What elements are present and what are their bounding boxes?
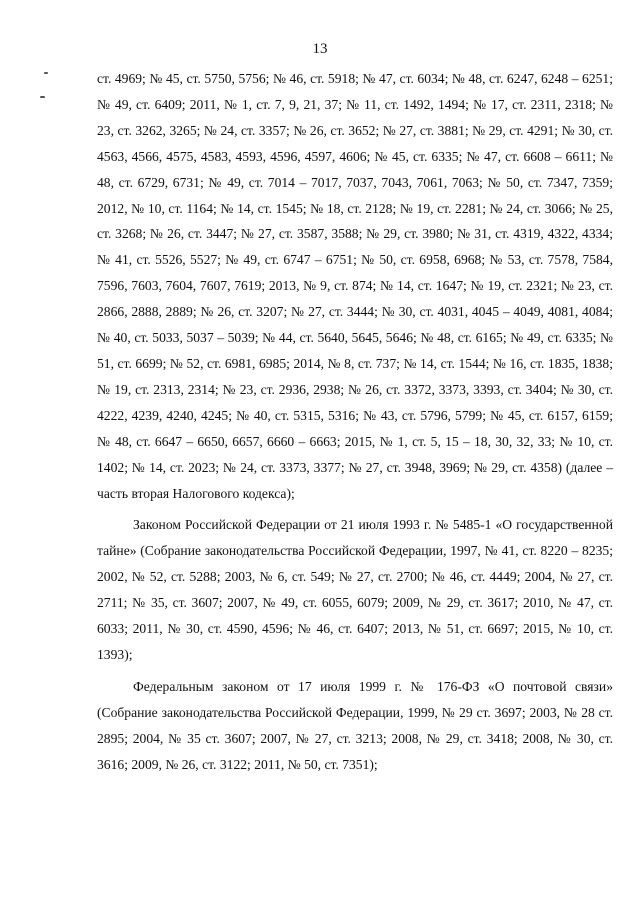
paragraph-state-secret-law: Законом Российской Федерации от 21 июля 1993 г. № 5485-1 «О государственной тайне» (Собрание законодательства Российской Федерации, 1997, № 41, ст. 8220 – 8235; 2002, № 52, ст. 5288; 2003, № 6, ст. 549; № 27, ст. 2700; № 46, ст. 4449; 2004, № 27, ст. 2711; № 35, ст. 3607; 2007, № 49, ст. 6055, 6079; 2009, № 29, ст. 3617; 2010, № 47, ст. 6033; 2011, № 30, ст. 4590, 4596; № 46, ст. 6407; 2013, № 51, ст. 6697; 2015, № 10, ст. 1393); <box>97 517 613 662</box>
scan-mark <box>40 96 45 98</box>
paragraph-continuation: ст. 4969; № 45, ст. 5750, 5756; № 46, ст. 5918; № 47, ст. 6034; № 48, ст. 6247, 6248 – 6251; № 49, ст. 6409; 2011, № 1, ст. 7, 9, 21, 37; № 11, ст. 1492, 1494; № 17, ст. 2311, 2318; № 23, ст. 3262, 3265; № 24, ст. 3357; № 26, ст. 3652; № 27, ст. 3881; № 29, ст. 4291; № 30, ст. 4563, 4566, 4575, 4583, 4593, 4596, 4597, 4606; № 45, ст. 6335; № 47, ст. 6608 – 6611; № 48, ст. 6729, 6731; № 49, ст. 7014 – 7017, 7037, 7043, 7061, 7063; № 50, ст. 7347, 7359; 2012, № 10, ст. 1164; № 14, ст. 1545; № 18, ст. 2128; № 19, ст. 2281; № 24, ст. 3066; № 25, ст. 3268; № 26, ст. 3447; № 27, ст. 3587, 3588; № 29, ст. 3980; № 31, ст. 4319, 4322, 4334; № 41, ст. 5526, 5527; № 49, ст. 6747 – 6751; № 50, ст. 6958, 6968; № 53, ст. 7578, 7584, 7596, 7603, 7604, 7607, 7619; 2013, № 9, ст. 874; № 14, ст. 1647; № 19, ст. 2321; № 23, ст. 2866, 2888, 2889; № 26, ст. 3207; № 27, ст. 3444; № 30, ст. 4031, 4045 – 4049, 4081, 4084; № 40, ст. 5033, 5037 – 5039; № 44, ст. 5640, 5645, 5646; № 48, ст. 6165; № 49, ст. 6335; № 51, ст. 6699; № 52, ст. 6981, 6985; 2014, № 8, ст. 737; № 14, ст. 1544; № 16, ст. 1835, 1838; № 19, ст. 2313, 2314; № 23, ст. 2936, 2938; № 26, ст. 3372, 3373, 3393, ст. 3404; № 30, ст. 4222, 4239, 4240, 4245; № 40, ст. 5315, 5316; № 43, ст. 5796, 5799; № 45, ст. 6157, 6159; № 48, ст. 6647 – 6650, 6657, 6660 – 6663; 2015, № 1, ст. 5, 15 – 18, 30, 32, 33; № 10, ст. 1402; № 14, ст. 2023; № 24, ст. 3373, 3377; № 27, ст. 3948, 3969; № 29, ст. 4358) (далее – часть вторая Налогового кодекса); <box>97 71 613 501</box>
scan-mark <box>44 72 48 74</box>
document-body <box>97 66 613 783</box>
paragraph-postal-law: Федеральным законом от 17 июля 1999 г. № 176-ФЗ «О почтовой связи» (Собрание законодательства Российской Федерации, 1999, № 29 ст. 3697; 2003, № 28 ст. 2895; 2004, № 35 ст. 3607; 2007, № 27, ст. 3213; 2008, № 29, ст. 3418; 2008, № 30, ст. 3616; 2009, № 26, ст. 3122; 2011, № 50, ст. 7351); <box>97 678 613 772</box>
page-number: 13 <box>312 41 328 57</box>
